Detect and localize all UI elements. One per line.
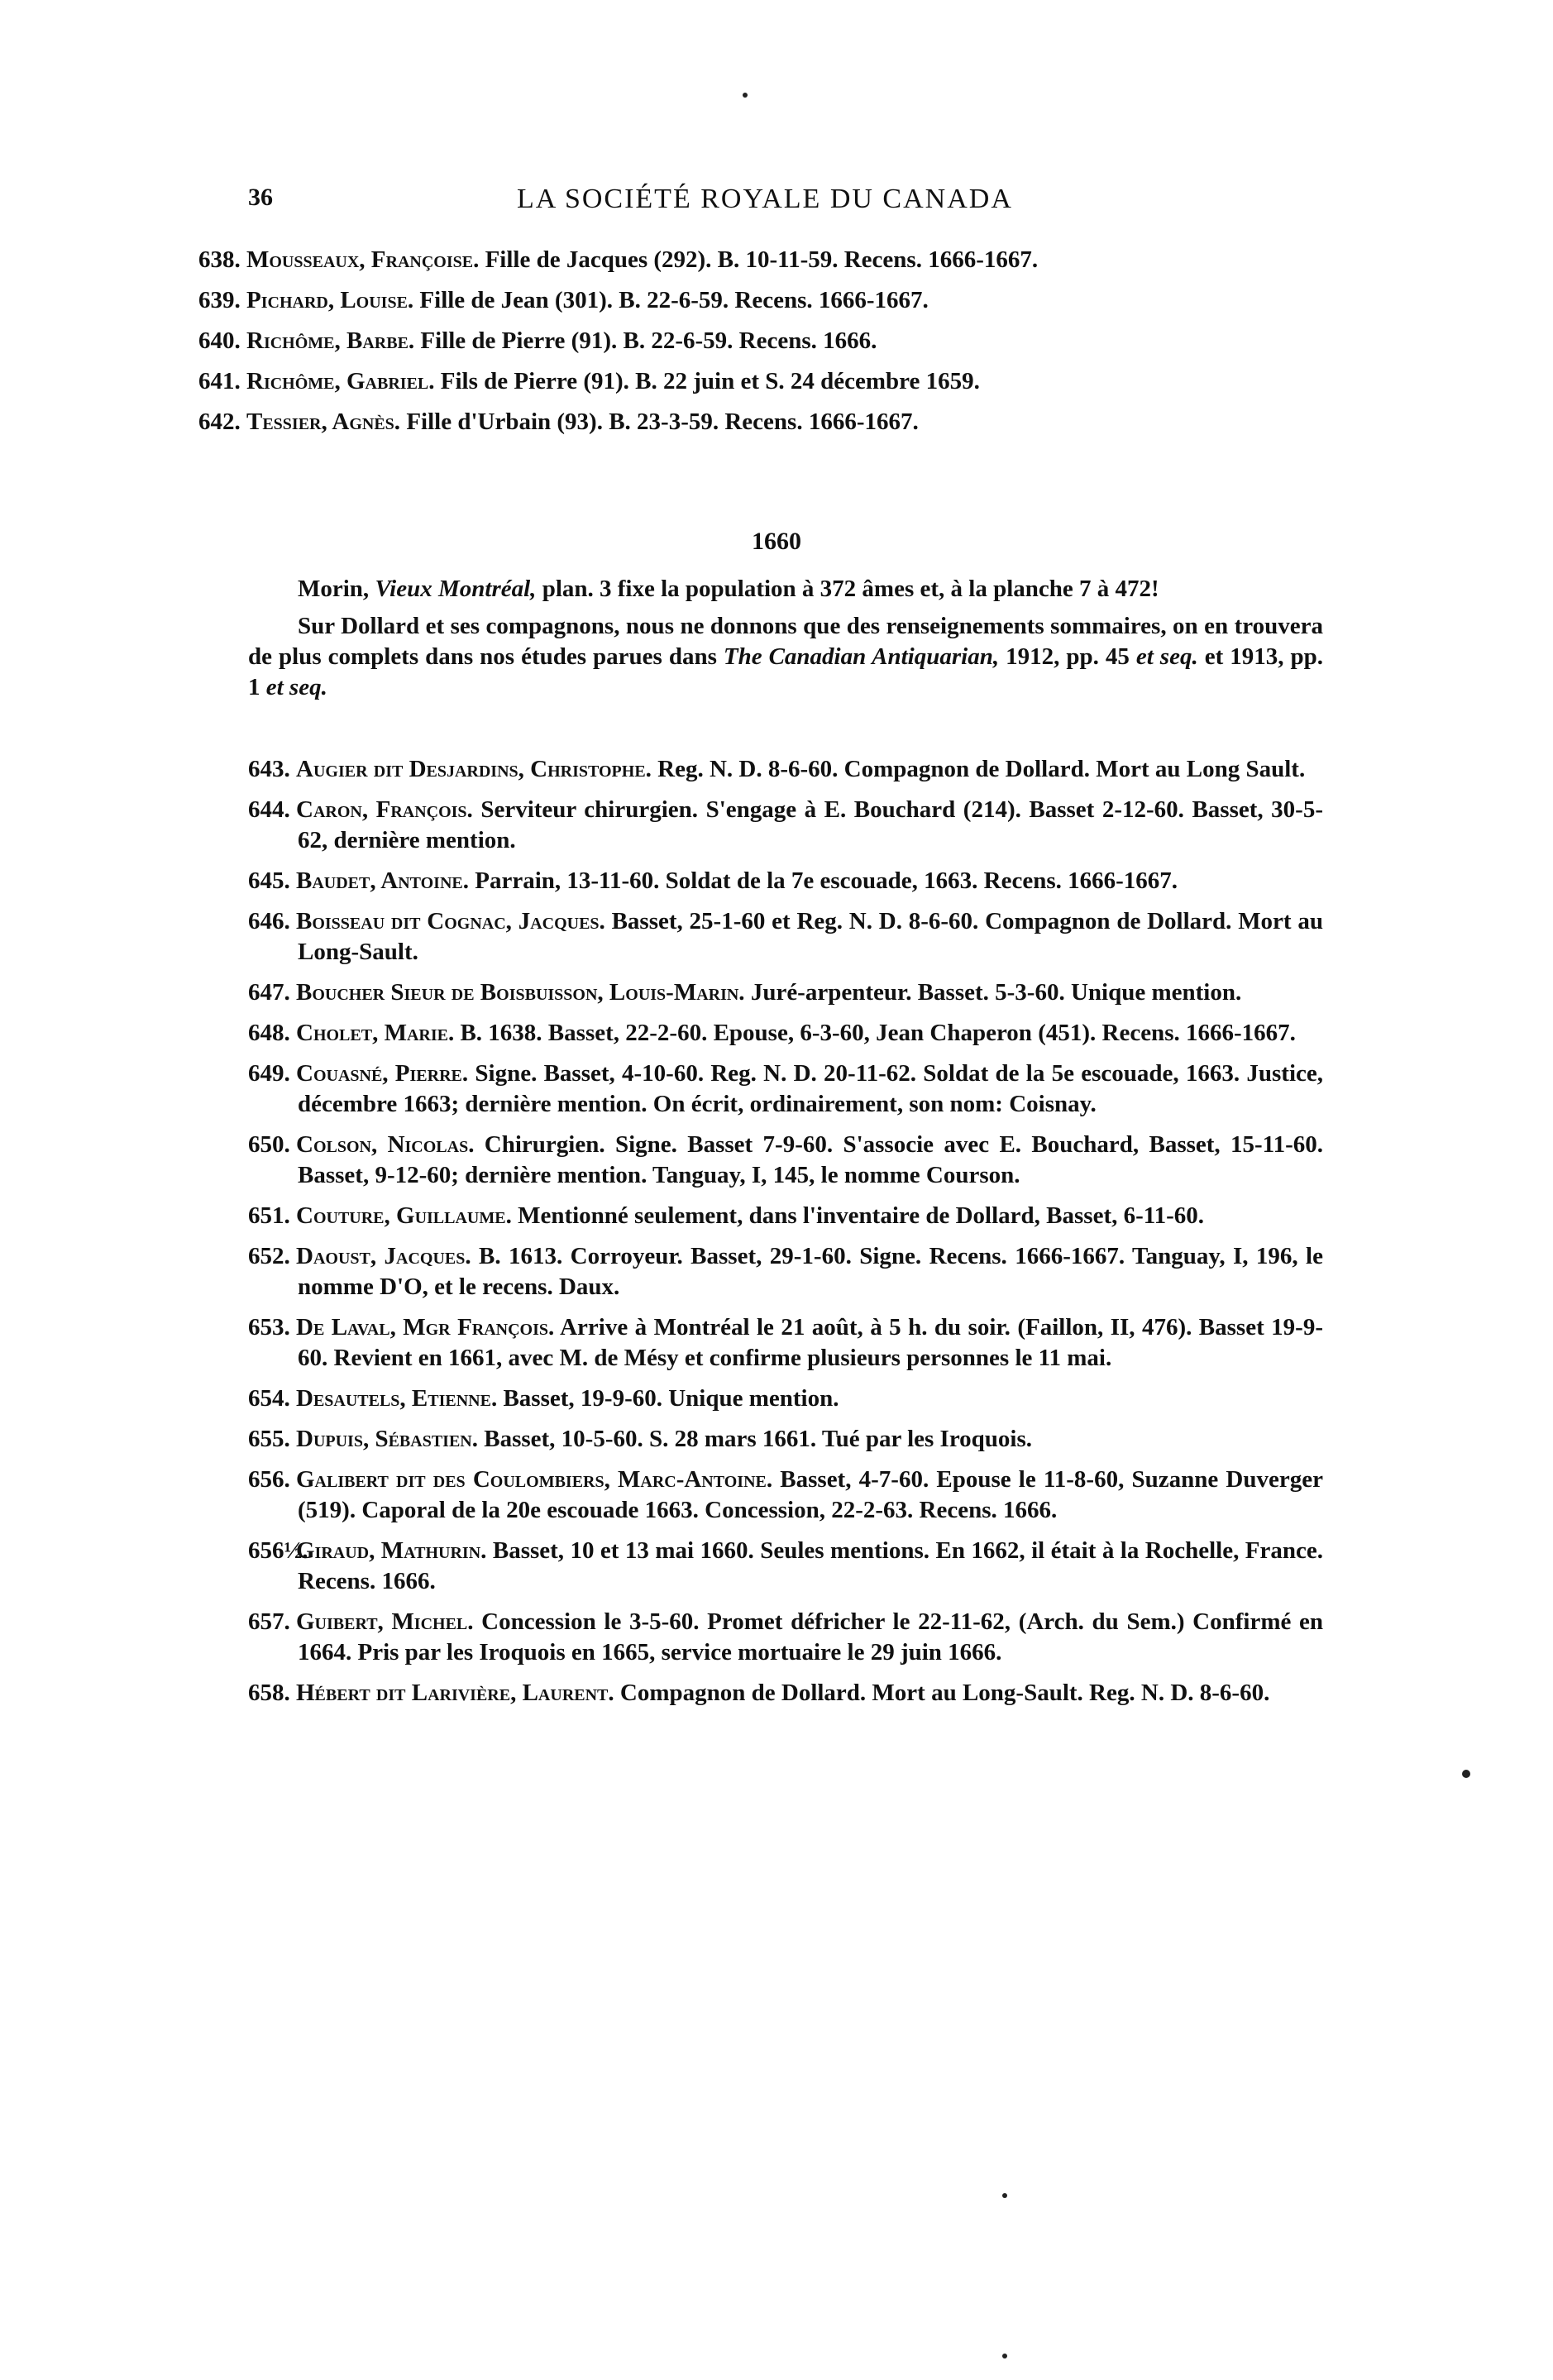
entry-text: B. 1638. Basset, 22-2-60. Epouse, 6-3-60, Jean Chaperon (451). Recens. 1666-1667.: [454, 1020, 1296, 1046]
margin-bullet-mark: [1462, 1770, 1470, 1778]
entry-651: [248, 1201, 1323, 1231]
entry-text: Concession le 3-5-60. Promet défricher le 22-11-62, (Arch. du Sem.) Confirmé en 1664. Pris par les Iroquois en 1665, service mortuaire le 29 juin 1666.: [298, 1608, 1323, 1666]
entry-number: 640.: [198, 327, 241, 354]
entry-text: Reg. N. D. 8-6-60. Compagnon de Dollard. Mort au Long Sault.: [651, 756, 1306, 782]
entry-number: 656½.: [248, 1537, 308, 1564]
intro-text: Sur Dollard et ses compagnons, nous ne donnons que des renseignements sommaires, on en trouvera de plus complets dans nos études parues dans: [248, 613, 1323, 670]
entry-638: [198, 245, 1323, 275]
entry-number: 655.: [248, 1426, 290, 1452]
entry-639: [198, 285, 1323, 316]
entry-658: [248, 1678, 1323, 1709]
entry-number: 643.: [248, 756, 290, 782]
entry-number: 652.: [248, 1243, 290, 1269]
entry-name: Dupuis, Sébastien.: [296, 1426, 478, 1452]
entry-641: [198, 366, 1323, 397]
entry-number: 646.: [248, 908, 290, 934]
entry-640: [198, 326, 1323, 356]
entry-text: Compagnon de Dollard. Mort au Long-Sault. Reg. N. D. 8-6-60.: [614, 1680, 1270, 1706]
entry-645: [248, 866, 1323, 896]
running-title: LA SOCIÉTÉ ROYALE DU CANADA: [517, 184, 1013, 214]
intro-paragraph-dollard: [248, 611, 1323, 703]
entry-text: Juré-arpenteur. Basset. 5-3-60. Unique mention.: [744, 979, 1242, 1006]
entry-number: 658.: [248, 1680, 290, 1706]
entry-text: Basset, 10 et 13 mai 1660. Seules mentions. En 1662, il était à la Rochelle, France. Recens. 1666.: [298, 1537, 1323, 1594]
intro-paragraph-morin: [248, 574, 1323, 605]
entry-656: [248, 1465, 1323, 1526]
entry-text: Basset, 10-5-60. S. 28 mars 1661. Tué par les Iroquois.: [477, 1426, 1033, 1452]
intro-italic-seq: et seq.: [265, 674, 327, 700]
entry-654: [248, 1384, 1323, 1414]
entry-name: Cholet, Marie.: [296, 1020, 455, 1046]
entry-name: Couture, Guillaume.: [296, 1202, 512, 1229]
entry-name: Boisseau dit Cognac, Jacques.: [296, 908, 605, 934]
entry-642: [198, 407, 1323, 437]
entry-number: 642.: [198, 409, 241, 435]
entry-number: 653.: [248, 1314, 290, 1341]
entry-number: 651.: [248, 1202, 290, 1229]
entry-644: [248, 795, 1323, 856]
entry-646: [248, 906, 1323, 968]
entry-643: [248, 754, 1323, 785]
entry-text: Basset, 25-1-60 et Reg. N. D. 8-6-60. Compagnon de Dollard. Mort au Long-Sault.: [298, 908, 1323, 965]
intro-notes: [248, 574, 1323, 710]
entry-text: Signe. Basset, 4-10-60. Reg. N. D. 20-11-62. Soldat de la 5e escouade, 1663. Justice, décembre 1663; dernière mention. On écrit, ordinairement, son nom: Coisnay.: [298, 1060, 1323, 1117]
intro-italic-title: The Canadian Antiquarian,: [723, 643, 1000, 670]
entry-number: 649.: [248, 1060, 290, 1087]
entry-650: [248, 1130, 1323, 1191]
entry-name: Guibert, Michel.: [296, 1608, 474, 1635]
entry-name: Tessier, Agnès.: [246, 409, 401, 435]
intro-text: Morin,: [298, 576, 375, 602]
entry-name: Daoust, Jacques.: [296, 1243, 471, 1269]
entry-text: Fils de Pierre (91). B. 22 juin et S. 24 décembre 1659.: [434, 368, 980, 394]
speck-mark: [1002, 2354, 1007, 2358]
entry-number: 644.: [248, 796, 290, 823]
entry-647: [248, 977, 1323, 1008]
intro-text: 1912, pp. 45: [999, 643, 1136, 670]
entry-number: 647.: [248, 979, 290, 1006]
entry-657: [248, 1607, 1323, 1668]
entry-text: Fille de Jacques (292). B. 10-11-59. Recens. 1666-1667.: [479, 246, 1039, 273]
entry-name: Desautels, Etienne.: [296, 1385, 498, 1412]
entry-name: Mousseaux, Françoise.: [246, 246, 480, 273]
entry-text: Fille de Jean (301). B. 22-6-59. Recens. 1666-1667.: [413, 287, 929, 313]
entry-name: Galibert dit des Coulombiers, Marc-Antoine.: [296, 1466, 773, 1493]
entry-649: [248, 1059, 1323, 1120]
speck-mark: [1002, 2193, 1007, 2198]
entry-name: Augier dit Desjardins, Christophe.: [296, 756, 652, 782]
entry-name: De Laval, Mgr François.: [296, 1314, 555, 1341]
entry-text: Basset, 4-7-60. Epouse le 11-8-60, Suzanne Duverger (519). Caporal de la 20e escouade 1663. Concession, 22-2-63. Recens. 1666.: [298, 1466, 1323, 1523]
entry-653: [248, 1312, 1323, 1374]
entry-name: Pichard, Louise.: [246, 287, 414, 313]
entry-655: [248, 1424, 1323, 1455]
entry-text: Fille de Pierre (91). B. 22-6-59. Recens. 1666.: [414, 327, 877, 354]
entry-name: Richôme, Barbe.: [246, 327, 415, 354]
entry-number: 650.: [248, 1131, 290, 1158]
entry-text: Chirurgien. Signe. Basset 7-9-60. S'associe avec E. Bouchard, Basset, 15-11-60. Basset, 9-12-60; dernière mention. Tanguay, I, 145, le nomme Courson.: [298, 1131, 1323, 1188]
entry-text: Basset, 19-9-60. Unique mention.: [497, 1385, 839, 1412]
entry-text: B. 1613. Corroyeur. Basset, 29-1-60. Signe. Recens. 1666-1667. Tanguay, I, 196, le nomme D'O, et le recens. Daux.: [298, 1243, 1323, 1300]
intro-text: et 1913, pp. 1: [248, 643, 1323, 700]
entry-number: 656.: [248, 1466, 290, 1493]
entry-name: Baudet, Antoine.: [296, 867, 469, 894]
intro-text: plan. 3 fixe la population à 372 âmes et, à la planche 7 à 472!: [536, 576, 1159, 602]
entries-list-1659: [198, 245, 1323, 447]
entry-648: [248, 1018, 1323, 1049]
entry-text: Mentionné seulement, dans l'inventaire de Dollard, Basset, 6-11-60.: [511, 1202, 1205, 1229]
entry-number: 639.: [198, 287, 241, 313]
speck-mark: [743, 93, 748, 98]
entry-name: Hébert dit Larivière, Laurent.: [296, 1680, 614, 1706]
entries-list-1660: [248, 754, 1323, 1718]
entry-656-half: [248, 1536, 1323, 1597]
entry-text: Fille d'Urbain (93). B. 23-3-59. Recens. 1666-1667.: [400, 409, 919, 435]
entry-number: 641.: [198, 368, 241, 394]
entry-number: 657.: [248, 1608, 290, 1635]
entry-name: Boucher Sieur de Boisbuisson, Louis-Marin.: [296, 979, 745, 1006]
entry-name: Couasné, Pierre.: [296, 1060, 469, 1087]
entry-text: Arrive à Montréal le 21 août, à 5 h. du soir. (Faillon, II, 476). Basset 19-9-60. Revient en 1661, avec M. de Mésy et confirme plusieurs personnes le 11 mai.: [298, 1314, 1323, 1371]
entry-652: [248, 1241, 1323, 1302]
entry-name: Colson, Nicolas.: [296, 1131, 475, 1158]
entry-name: Richôme, Gabriel.: [246, 368, 435, 394]
entry-name: Giraud, Mathurin.: [296, 1537, 487, 1564]
page-header: [248, 184, 1356, 217]
intro-italic-seq: et seq.: [1135, 643, 1198, 670]
entry-text: Serviteur chirurgien. S'engage à E. Bouchard (214). Basset 2-12-60. Basset, 30-5-62, dernière mention.: [298, 796, 1323, 853]
entry-number: 645.: [248, 867, 290, 894]
entry-number: 654.: [248, 1385, 290, 1412]
entry-text: Parrain, 13-11-60. Soldat de la 7e escouade, 1663. Recens. 1666-1667.: [469, 867, 1178, 894]
year-heading: 1660: [752, 528, 801, 555]
intro-italic-title: Vieux Montréal,: [375, 576, 537, 602]
entry-number: 648.: [248, 1020, 290, 1046]
entry-number: 638.: [198, 246, 241, 273]
entry-name: Caron, François.: [296, 796, 473, 823]
page-number: 36: [248, 184, 273, 211]
